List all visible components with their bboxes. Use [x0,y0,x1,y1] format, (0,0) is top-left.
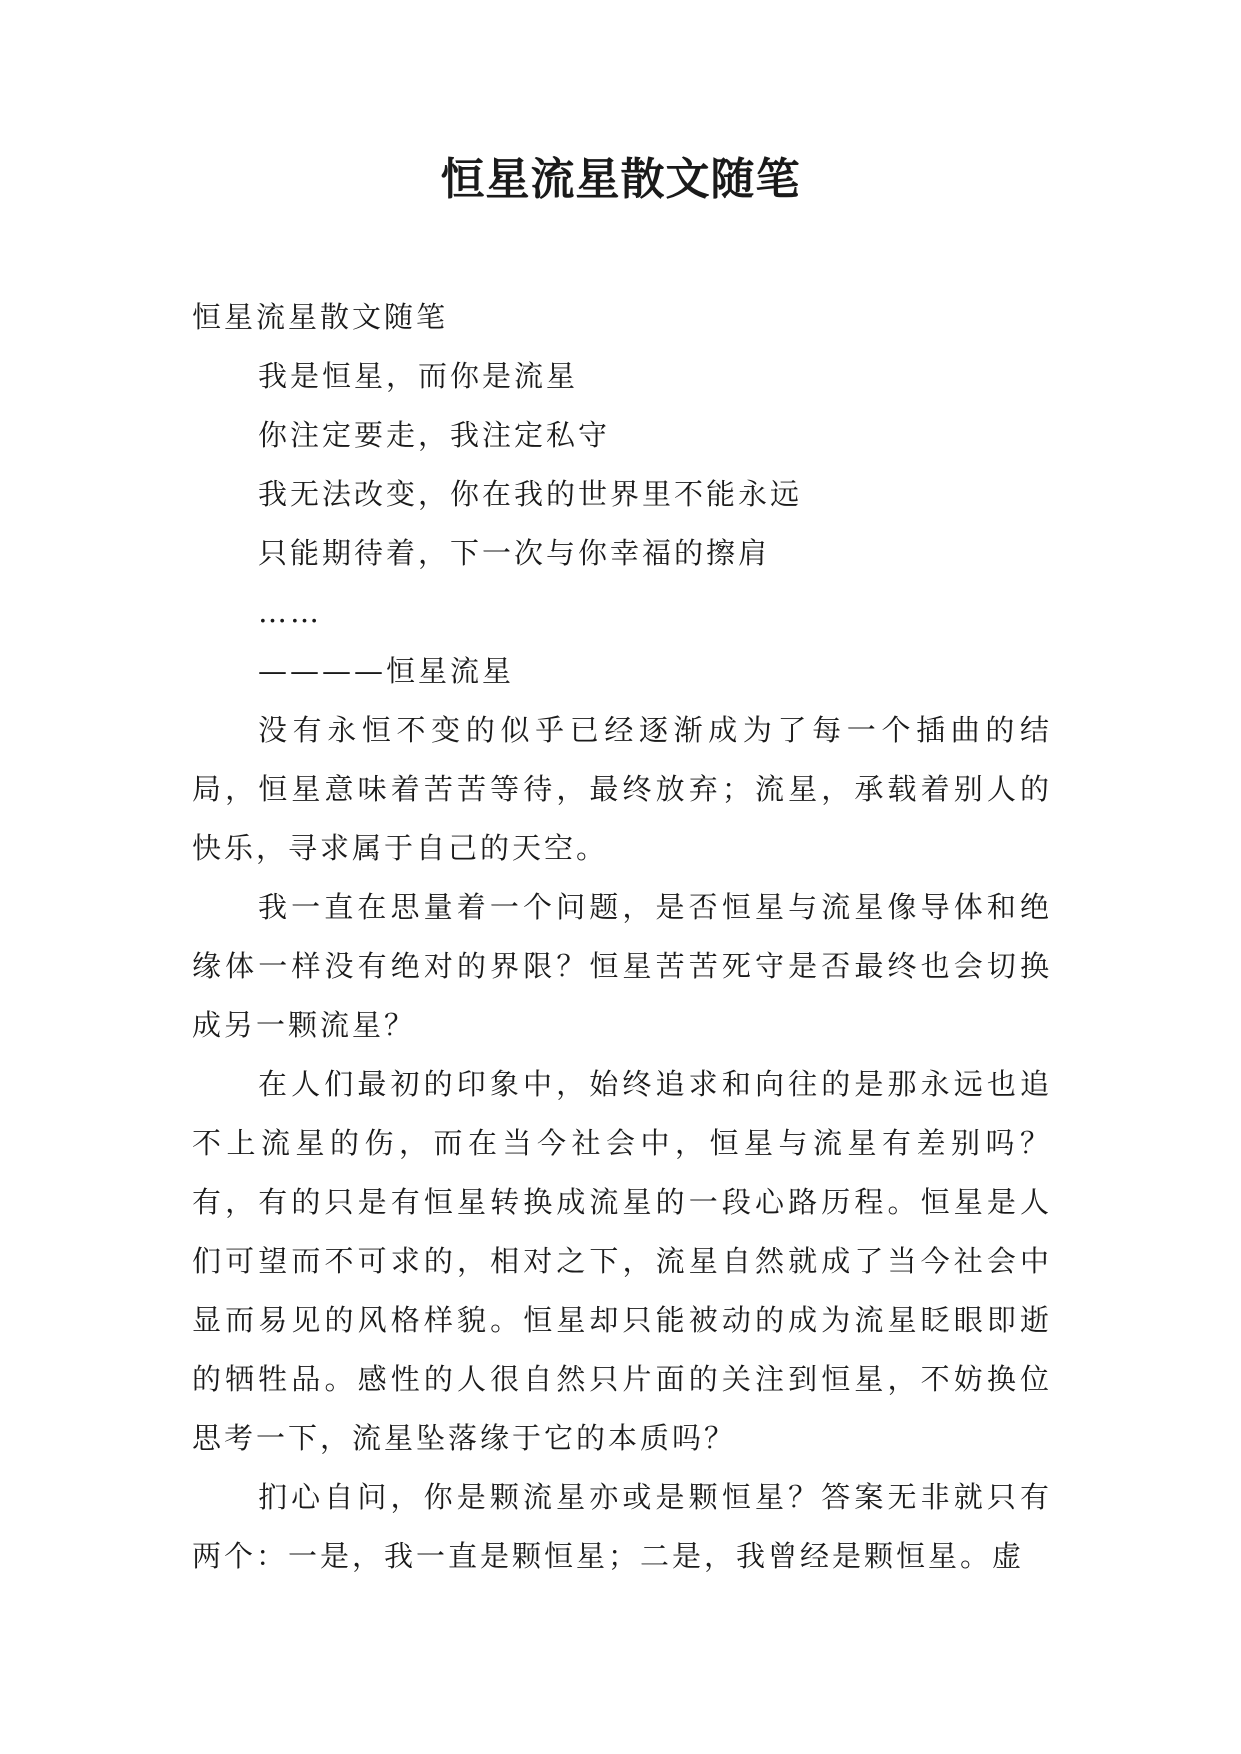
poem-line: 我是恒星，而你是流星 [258,359,579,393]
document-title: 恒星流星散文随笔 [440,154,801,205]
section-subtitle: 恒星流星散文随笔 [192,300,449,334]
body-paragraph: 扪心自问，你是颗流星亦或是颗恒星？答案无非就只有两个：一是，我一直是颗恒星；二是，我曾经是颗恒星。虚 [192,1480,1052,1573]
poem-line: 你注定要走，我注定私守 [258,418,611,452]
poem-line: 我无法改变，你在我的世界里不能永远 [258,477,803,511]
body-paragraph: 在人们最初的印象中，始终追求和向往的是那永远也追不上流星的伤，而在当今社会中，恒星与流星有差别吗？有，有的只是有恒星转换成流星的一段心路历程。恒星是人们可望而不可求的，相对之下，流星自然就成了当今社会中显而易见的风格样貌。恒星却只能被动的成为流星眨眼即逝的牺牲品。感性的人很自然只片面的关注到恒星，不妨换位思考一下，流星坠落缘于它的本质吗？ [192,1067,1052,1455]
poem-line: 只能期待着，下一次与你幸福的擦肩 [258,536,771,570]
poem-ellipsis: …… [258,595,322,629]
body-paragraph: 我一直在思量着一个问题，是否恒星与流星像导体和绝缘体一样没有绝对的界限？恒星苦苦死守是否最终也会切换成另一颗流星？ [192,890,1052,1042]
document-body [192,288,1052,1586]
poem-signature: ————恒星流星 [258,654,515,688]
body-paragraph: 没有永恒不变的似乎已经逐渐成为了每一个插曲的结局，恒星意味着苦苦等待，最终放弃；流星，承载着别人的快乐，寻求属于自己的天空。 [192,713,1052,865]
